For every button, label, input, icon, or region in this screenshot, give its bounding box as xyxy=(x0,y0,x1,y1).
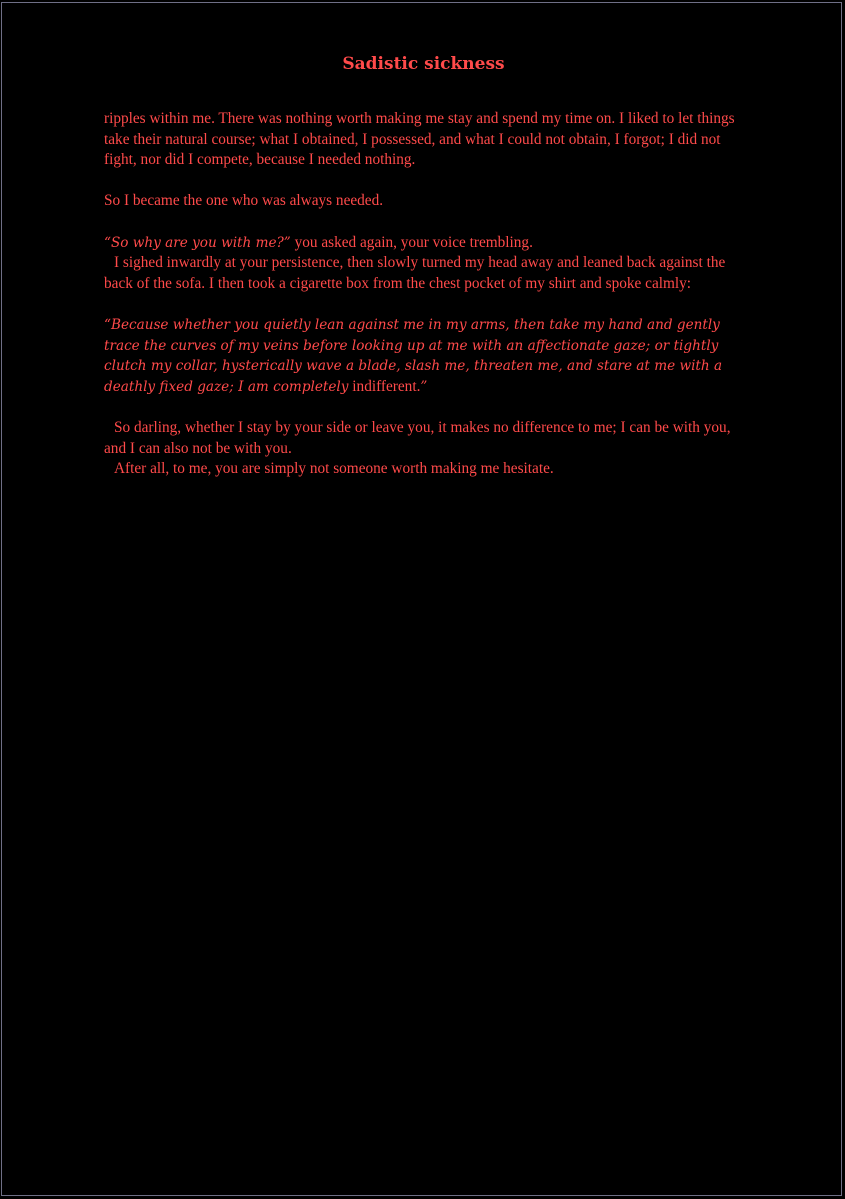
paragraph-7 xyxy=(104,459,750,480)
paragraph-gap xyxy=(104,294,750,315)
paragraph-6 xyxy=(104,418,750,459)
paragraph-gap xyxy=(104,171,750,192)
paragraph-4 xyxy=(104,253,750,294)
closing-quote-mark: ” xyxy=(420,378,428,395)
paragraph-4-text: I sighed inwardly at your persistence, then slowly turned my head away and leaned back against the back of the sofa. I then took a cigarette box from the chest pocket of my shirt and spoke calmly: xyxy=(104,254,726,292)
paragraph-3 xyxy=(104,233,750,254)
document-page xyxy=(1,2,842,1196)
document-body xyxy=(104,109,750,480)
paragraph-gap xyxy=(104,397,750,418)
paragraph-2: So I became the one who was always needed. xyxy=(104,192,384,210)
dialogue-plain-word: indifferent. xyxy=(348,377,421,395)
dialogue-tag: you asked again, your voice trembling. xyxy=(290,233,533,251)
page-title: Sadistic sickness xyxy=(342,54,505,74)
paragraph-7-text: After all, to me, you are simply not someone worth making me hesitate. xyxy=(114,460,554,478)
paragraph-1: ripples within me. There was nothing worth making me stay and spend my time on. I liked to let things take their natural course; what I obtained, I possessed, and what I could not obtain, I forgot; I did not fight, nor did I compete, because I needed nothing. xyxy=(104,110,735,169)
dialogue-quote: “Because whether you quietly lean against me in my arms, then take my hand and gently trace the curves of my veins before looking up at me with an affectionate gaze; or tightly clutch my collar, hysterically wave a blade, slash me, threaten me, and stare at me with a deathly fixed gaze; I am completely xyxy=(104,316,723,395)
paragraph-5 xyxy=(104,315,750,397)
paragraph-6-text: So darling, whether I stay by your side or leave you, it makes no difference to me; I can be with you, and I can also not be with you. xyxy=(104,418,731,457)
paragraph-gap xyxy=(104,212,750,233)
dialogue-quote: “So why are you with me?” xyxy=(104,234,291,251)
